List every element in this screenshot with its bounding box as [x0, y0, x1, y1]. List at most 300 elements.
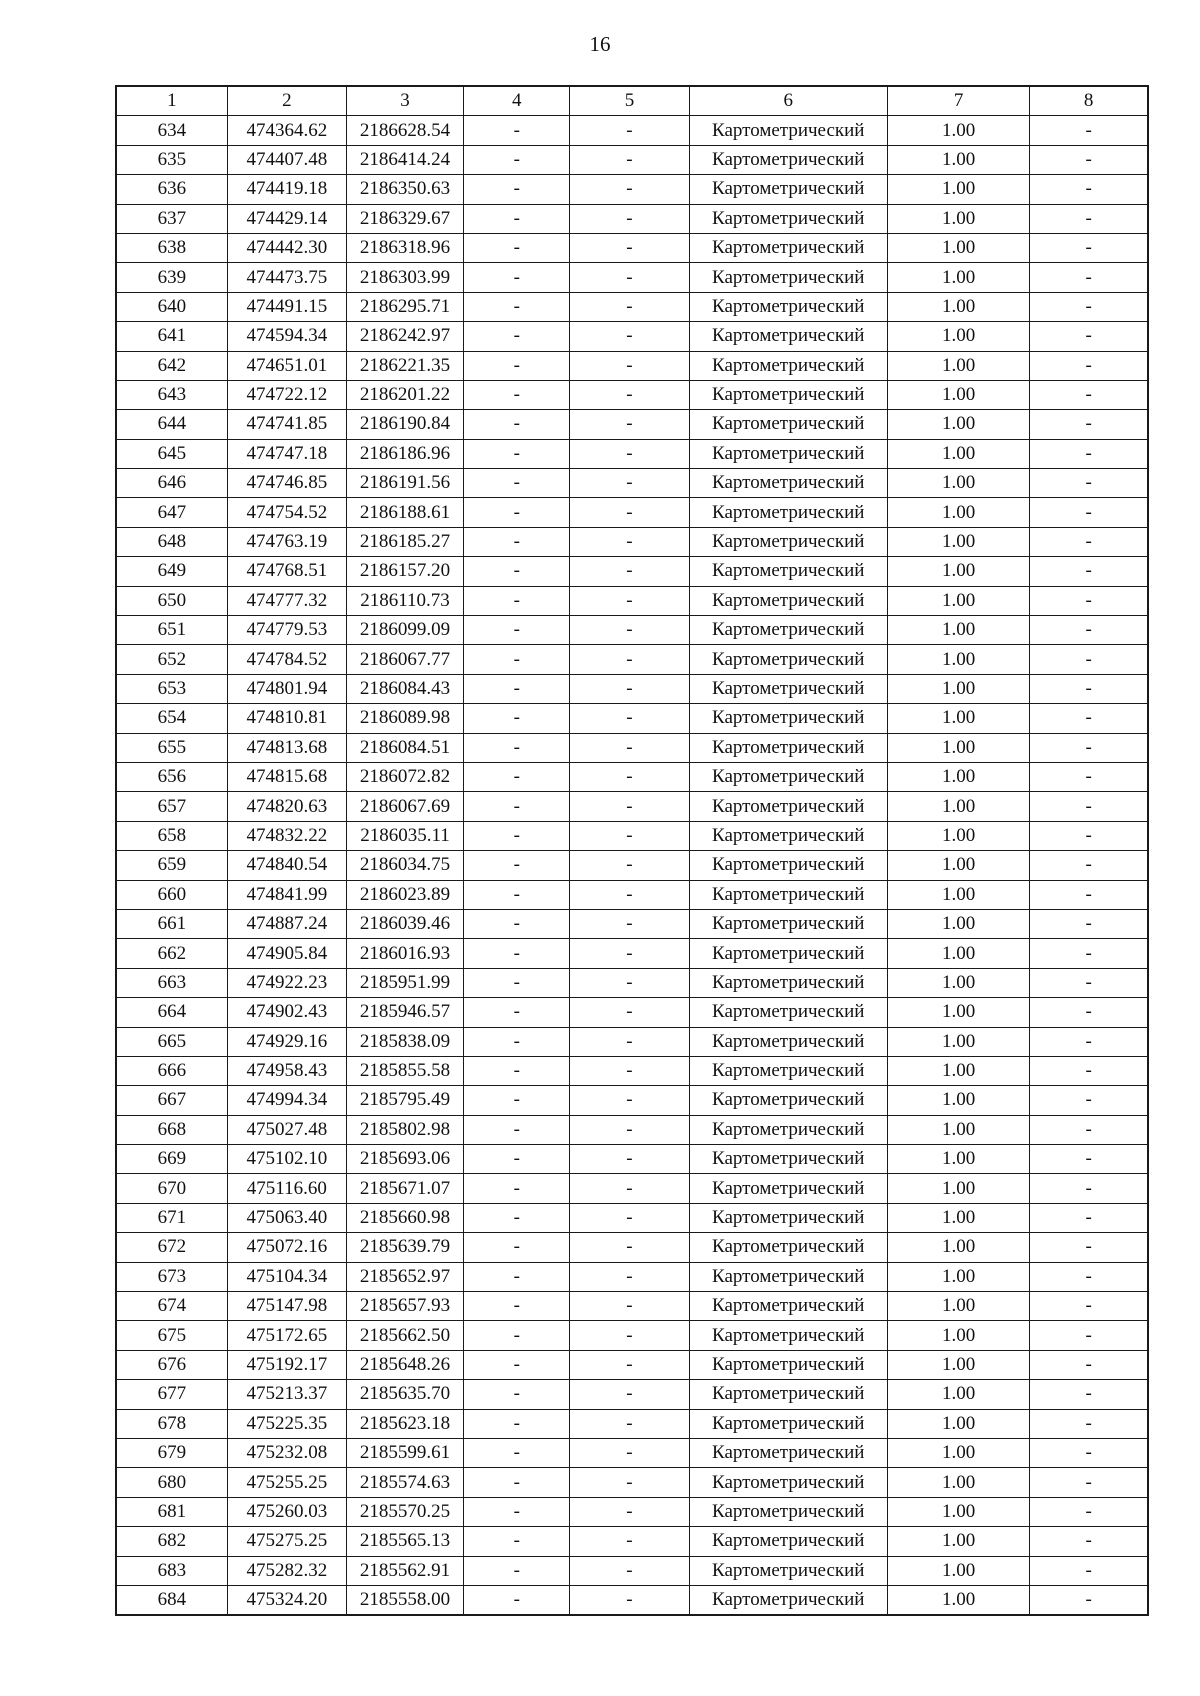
col-8-cell: -	[1030, 1409, 1148, 1438]
precision-cell: 1.00	[887, 1321, 1029, 1350]
col-y-cell: 2185648.26	[346, 1350, 463, 1379]
point-number-cell: 654	[116, 704, 227, 733]
method-cell: Картометрический	[689, 704, 887, 733]
col-x-cell: 474407.48	[227, 145, 346, 174]
point-number-cell: 671	[116, 1203, 227, 1232]
col-4-cell: -	[464, 1203, 570, 1232]
col-x-cell: 475275.25	[227, 1527, 346, 1556]
col-y-cell: 2185671.07	[346, 1174, 463, 1203]
col-8-cell: -	[1030, 851, 1148, 880]
col-4-cell: -	[464, 469, 570, 498]
point-number-cell: 646	[116, 469, 227, 498]
col-5-cell: -	[570, 410, 689, 439]
point-number-cell: 638	[116, 233, 227, 262]
col-x-cell: 474810.81	[227, 704, 346, 733]
col-8-cell: -	[1030, 380, 1148, 409]
col-y-cell: 2186084.51	[346, 733, 463, 762]
col-5-cell: -	[570, 175, 689, 204]
point-number-cell: 663	[116, 968, 227, 997]
col-4-cell: -	[464, 1527, 570, 1556]
point-number-cell: 681	[116, 1497, 227, 1526]
precision-cell: 1.00	[887, 439, 1029, 468]
col-5-cell: -	[570, 1556, 689, 1585]
method-cell: Картометрический	[689, 1027, 887, 1056]
col-4-cell: -	[464, 674, 570, 703]
col-8-cell: -	[1030, 880, 1148, 909]
col-x-cell: 474746.85	[227, 469, 346, 498]
col-5-cell: -	[570, 380, 689, 409]
col-x-cell: 474815.68	[227, 762, 346, 791]
header-cell: 3	[346, 86, 463, 116]
col-5-cell: -	[570, 1321, 689, 1350]
col-4-cell: -	[464, 527, 570, 556]
precision-cell: 1.00	[887, 145, 1029, 174]
col-y-cell: 2185795.49	[346, 1086, 463, 1115]
col-y-cell: 2186035.11	[346, 821, 463, 850]
col-x-cell: 474747.18	[227, 439, 346, 468]
precision-cell: 1.00	[887, 1174, 1029, 1203]
method-cell: Картометрический	[689, 1115, 887, 1144]
table-row	[116, 1380, 1148, 1409]
precision-cell: 1.00	[887, 498, 1029, 527]
point-number-cell: 677	[116, 1380, 227, 1409]
col-y-cell: 2186034.75	[346, 851, 463, 880]
col-5-cell: -	[570, 1380, 689, 1409]
col-8-cell: -	[1030, 1115, 1148, 1144]
point-number-cell: 641	[116, 322, 227, 351]
point-number-cell: 655	[116, 733, 227, 762]
col-4-cell: -	[464, 116, 570, 145]
method-cell: Картометрический	[689, 1233, 887, 1262]
point-number-cell: 653	[116, 674, 227, 703]
method-cell: Картометрический	[689, 469, 887, 498]
col-y-cell: 2185599.61	[346, 1438, 463, 1467]
precision-cell: 1.00	[887, 1292, 1029, 1321]
col-8-cell: -	[1030, 1233, 1148, 1262]
method-cell: Картометрический	[689, 1585, 887, 1615]
precision-cell: 1.00	[887, 322, 1029, 351]
method-cell: Картометрический	[689, 175, 887, 204]
col-5-cell: -	[570, 469, 689, 498]
col-5-cell: -	[570, 939, 689, 968]
col-x-cell: 475072.16	[227, 1233, 346, 1262]
col-x-cell: 475104.34	[227, 1262, 346, 1291]
col-4-cell: -	[464, 1174, 570, 1203]
table-header-row	[116, 86, 1148, 116]
method-cell: Картометрический	[689, 145, 887, 174]
table-row	[116, 586, 1148, 615]
col-4-cell: -	[464, 792, 570, 821]
col-x-cell: 475255.25	[227, 1468, 346, 1497]
col-y-cell: 2186067.69	[346, 792, 463, 821]
table-row	[116, 469, 1148, 498]
col-8-cell: -	[1030, 1203, 1148, 1232]
precision-cell: 1.00	[887, 1056, 1029, 1085]
col-y-cell: 2186242.97	[346, 322, 463, 351]
method-cell: Картометрический	[689, 762, 887, 791]
col-y-cell: 2185662.50	[346, 1321, 463, 1350]
header-cell: 2	[227, 86, 346, 116]
precision-cell: 1.00	[887, 1262, 1029, 1291]
method-cell: Картометрический	[689, 233, 887, 262]
point-number-cell: 642	[116, 351, 227, 380]
col-5-cell: -	[570, 498, 689, 527]
col-8-cell: -	[1030, 1585, 1148, 1615]
col-x-cell: 474419.18	[227, 175, 346, 204]
col-x-cell: 474777.32	[227, 586, 346, 615]
table-row	[116, 733, 1148, 762]
col-y-cell: 2185565.13	[346, 1527, 463, 1556]
precision-cell: 1.00	[887, 998, 1029, 1027]
table-row	[116, 1262, 1148, 1291]
col-x-cell: 474813.68	[227, 733, 346, 762]
col-5-cell: -	[570, 586, 689, 615]
col-y-cell: 2186084.43	[346, 674, 463, 703]
point-number-cell: 673	[116, 1262, 227, 1291]
col-8-cell: -	[1030, 733, 1148, 762]
col-8-cell: -	[1030, 1027, 1148, 1056]
col-5-cell: -	[570, 821, 689, 850]
col-4-cell: -	[464, 1292, 570, 1321]
method-cell: Картометрический	[689, 998, 887, 1027]
method-cell: Картометрический	[689, 1086, 887, 1115]
method-cell: Картометрический	[689, 1174, 887, 1203]
col-4-cell: -	[464, 733, 570, 762]
method-cell: Картометрический	[689, 1056, 887, 1085]
table-row	[116, 1585, 1148, 1615]
col-5-cell: -	[570, 998, 689, 1027]
col-8-cell: -	[1030, 939, 1148, 968]
col-4-cell: -	[464, 1262, 570, 1291]
coordinates-table	[115, 85, 1149, 1616]
col-y-cell: 2186191.56	[346, 469, 463, 498]
precision-cell: 1.00	[887, 674, 1029, 703]
col-x-cell: 475116.60	[227, 1174, 346, 1203]
table-row	[116, 851, 1148, 880]
point-number-cell: 636	[116, 175, 227, 204]
point-number-cell: 634	[116, 116, 227, 145]
col-x-cell: 474801.94	[227, 674, 346, 703]
point-number-cell: 674	[116, 1292, 227, 1321]
col-4-cell: -	[464, 1468, 570, 1497]
col-8-cell: -	[1030, 762, 1148, 791]
col-5-cell: -	[570, 145, 689, 174]
col-4-cell: -	[464, 1380, 570, 1409]
col-y-cell: 2186329.67	[346, 204, 463, 233]
table-row	[116, 145, 1148, 174]
precision-cell: 1.00	[887, 410, 1029, 439]
col-4-cell: -	[464, 1145, 570, 1174]
header-cell: 4	[464, 86, 570, 116]
method-cell: Картометрический	[689, 1262, 887, 1291]
header-cell: 5	[570, 86, 689, 116]
point-number-cell: 660	[116, 880, 227, 909]
col-8-cell: -	[1030, 116, 1148, 145]
method-cell: Картометрический	[689, 351, 887, 380]
col-8-cell: -	[1030, 469, 1148, 498]
table-row	[116, 1027, 1148, 1056]
method-cell: Картометрический	[689, 1145, 887, 1174]
precision-cell: 1.00	[887, 616, 1029, 645]
method-cell: Картометрический	[689, 792, 887, 821]
header-cell: 7	[887, 86, 1029, 116]
col-5-cell: -	[570, 557, 689, 586]
col-x-cell: 474958.43	[227, 1056, 346, 1085]
precision-cell: 1.00	[887, 292, 1029, 321]
table-row	[116, 1321, 1148, 1350]
col-4-cell: -	[464, 1350, 570, 1379]
col-8-cell: -	[1030, 968, 1148, 997]
table-row	[116, 410, 1148, 439]
table-row	[116, 263, 1148, 292]
col-x-cell: 474841.99	[227, 880, 346, 909]
col-8-cell: -	[1030, 645, 1148, 674]
point-number-cell: 684	[116, 1585, 227, 1615]
method-cell: Картометрический	[689, 674, 887, 703]
col-4-cell: -	[464, 1585, 570, 1615]
col-4-cell: -	[464, 939, 570, 968]
col-y-cell: 2186221.35	[346, 351, 463, 380]
point-number-cell: 640	[116, 292, 227, 321]
table-row	[116, 1468, 1148, 1497]
precision-cell: 1.00	[887, 645, 1029, 674]
col-8-cell: -	[1030, 1086, 1148, 1115]
col-y-cell: 2185693.06	[346, 1145, 463, 1174]
col-5-cell: -	[570, 263, 689, 292]
col-5-cell: -	[570, 527, 689, 556]
col-4-cell: -	[464, 292, 570, 321]
col-x-cell: 474820.63	[227, 792, 346, 821]
col-y-cell: 2185635.70	[346, 1380, 463, 1409]
point-number-cell: 635	[116, 145, 227, 174]
col-8-cell: -	[1030, 1056, 1148, 1085]
precision-cell: 1.00	[887, 821, 1029, 850]
point-number-cell: 672	[116, 1233, 227, 1262]
point-number-cell: 647	[116, 498, 227, 527]
col-8-cell: -	[1030, 527, 1148, 556]
precision-cell: 1.00	[887, 1527, 1029, 1556]
table-row	[116, 1145, 1148, 1174]
col-x-cell: 474840.54	[227, 851, 346, 880]
table-row	[116, 821, 1148, 850]
col-5-cell: -	[570, 1233, 689, 1262]
col-5-cell: -	[570, 439, 689, 468]
col-5-cell: -	[570, 1350, 689, 1379]
col-5-cell: -	[570, 909, 689, 938]
col-8-cell: -	[1030, 1556, 1148, 1585]
header-cell: 1	[116, 86, 227, 116]
col-5-cell: -	[570, 733, 689, 762]
col-8-cell: -	[1030, 909, 1148, 938]
col-8-cell: -	[1030, 586, 1148, 615]
col-8-cell: -	[1030, 410, 1148, 439]
table-row	[116, 1527, 1148, 1556]
col-4-cell: -	[464, 586, 570, 615]
table-row	[116, 880, 1148, 909]
table-row	[116, 527, 1148, 556]
method-cell: Картометрический	[689, 1527, 887, 1556]
method-cell: Картометрический	[689, 1497, 887, 1526]
col-4-cell: -	[464, 1086, 570, 1115]
point-number-cell: 649	[116, 557, 227, 586]
precision-cell: 1.00	[887, 1233, 1029, 1262]
col-8-cell: -	[1030, 557, 1148, 586]
col-y-cell: 2186414.24	[346, 145, 463, 174]
point-number-cell: 670	[116, 1174, 227, 1203]
col-5-cell: -	[570, 968, 689, 997]
point-number-cell: 679	[116, 1438, 227, 1467]
table-row	[116, 1292, 1148, 1321]
precision-cell: 1.00	[887, 1468, 1029, 1497]
point-number-cell: 683	[116, 1556, 227, 1585]
col-8-cell: -	[1030, 175, 1148, 204]
col-y-cell: 2186089.98	[346, 704, 463, 733]
col-8-cell: -	[1030, 292, 1148, 321]
point-number-cell: 658	[116, 821, 227, 850]
col-8-cell: -	[1030, 204, 1148, 233]
col-y-cell: 2185802.98	[346, 1115, 463, 1144]
col-8-cell: -	[1030, 792, 1148, 821]
col-5-cell: -	[570, 292, 689, 321]
method-cell: Картометрический	[689, 292, 887, 321]
col-y-cell: 2186157.20	[346, 557, 463, 586]
precision-cell: 1.00	[887, 733, 1029, 762]
col-y-cell: 2186185.27	[346, 527, 463, 556]
col-4-cell: -	[464, 1556, 570, 1585]
col-5-cell: -	[570, 674, 689, 703]
precision-cell: 1.00	[887, 586, 1029, 615]
precision-cell: 1.00	[887, 1350, 1029, 1379]
col-8-cell: -	[1030, 1174, 1148, 1203]
col-y-cell: 2186067.77	[346, 645, 463, 674]
col-x-cell: 475225.35	[227, 1409, 346, 1438]
col-x-cell: 475282.32	[227, 1556, 346, 1585]
method-cell: Картометрический	[689, 880, 887, 909]
precision-cell: 1.00	[887, 880, 1029, 909]
precision-cell: 1.00	[887, 557, 1029, 586]
col-4-cell: -	[464, 145, 570, 174]
table-row	[116, 1497, 1148, 1526]
col-x-cell: 474651.01	[227, 351, 346, 380]
point-number-cell: 664	[116, 998, 227, 1027]
table-row	[116, 439, 1148, 468]
point-number-cell: 637	[116, 204, 227, 233]
col-x-cell: 474473.75	[227, 263, 346, 292]
col-4-cell: -	[464, 909, 570, 938]
col-5-cell: -	[570, 1438, 689, 1467]
col-5-cell: -	[570, 1468, 689, 1497]
point-number-cell: 639	[116, 263, 227, 292]
header-cell: 8	[1030, 86, 1148, 116]
col-4-cell: -	[464, 851, 570, 880]
col-y-cell: 2186016.93	[346, 939, 463, 968]
col-4-cell: -	[464, 1409, 570, 1438]
col-4-cell: -	[464, 998, 570, 1027]
col-x-cell: 474768.51	[227, 557, 346, 586]
method-cell: Картометрический	[689, 851, 887, 880]
precision-cell: 1.00	[887, 1497, 1029, 1526]
col-y-cell: 2185838.09	[346, 1027, 463, 1056]
col-5-cell: -	[570, 616, 689, 645]
method-cell: Картометрический	[689, 909, 887, 938]
col-8-cell: -	[1030, 1292, 1148, 1321]
col-x-cell: 474491.15	[227, 292, 346, 321]
col-8-cell: -	[1030, 498, 1148, 527]
col-x-cell: 474994.34	[227, 1086, 346, 1115]
method-cell: Картометрический	[689, 1468, 887, 1497]
col-4-cell: -	[464, 175, 570, 204]
col-x-cell: 474754.52	[227, 498, 346, 527]
col-8-cell: -	[1030, 704, 1148, 733]
method-cell: Картометрический	[689, 1380, 887, 1409]
col-x-cell: 474364.62	[227, 116, 346, 145]
table-row	[116, 1203, 1148, 1232]
col-y-cell: 2186628.54	[346, 116, 463, 145]
table-row	[116, 322, 1148, 351]
col-8-cell: -	[1030, 1262, 1148, 1291]
col-5-cell: -	[570, 1027, 689, 1056]
col-y-cell: 2185657.93	[346, 1292, 463, 1321]
table-body	[116, 116, 1148, 1615]
col-5-cell: -	[570, 851, 689, 880]
col-5-cell: -	[570, 645, 689, 674]
col-5-cell: -	[570, 1527, 689, 1556]
table-row	[116, 616, 1148, 645]
method-cell: Картометрический	[689, 116, 887, 145]
col-8-cell: -	[1030, 616, 1148, 645]
point-number-cell: 668	[116, 1115, 227, 1144]
col-5-cell: -	[570, 1292, 689, 1321]
col-y-cell: 2186350.63	[346, 175, 463, 204]
col-x-cell: 474594.34	[227, 322, 346, 351]
col-4-cell: -	[464, 351, 570, 380]
precision-cell: 1.00	[887, 204, 1029, 233]
col-y-cell: 2186201.22	[346, 380, 463, 409]
col-4-cell: -	[464, 1233, 570, 1262]
point-number-cell: 661	[116, 909, 227, 938]
col-5-cell: -	[570, 1585, 689, 1615]
table-row	[116, 939, 1148, 968]
col-4-cell: -	[464, 1027, 570, 1056]
point-number-cell: 648	[116, 527, 227, 556]
precision-cell: 1.00	[887, 1409, 1029, 1438]
point-number-cell: 650	[116, 586, 227, 615]
col-4-cell: -	[464, 410, 570, 439]
method-cell: Картометрический	[689, 645, 887, 674]
method-cell: Картометрический	[689, 263, 887, 292]
col-8-cell: -	[1030, 1380, 1148, 1409]
precision-cell: 1.00	[887, 704, 1029, 733]
col-4-cell: -	[464, 233, 570, 262]
point-number-cell: 682	[116, 1527, 227, 1556]
precision-cell: 1.00	[887, 792, 1029, 821]
table-row	[116, 1056, 1148, 1085]
col-8-cell: -	[1030, 1145, 1148, 1174]
table-row	[116, 116, 1148, 145]
table-row	[116, 380, 1148, 409]
col-x-cell: 475192.17	[227, 1350, 346, 1379]
header-cell: 6	[689, 86, 887, 116]
method-cell: Картометрический	[689, 586, 887, 615]
col-5-cell: -	[570, 1262, 689, 1291]
method-cell: Картометрический	[689, 380, 887, 409]
col-x-cell: 474832.22	[227, 821, 346, 850]
precision-cell: 1.00	[887, 233, 1029, 262]
col-8-cell: -	[1030, 1438, 1148, 1467]
table-row	[116, 998, 1148, 1027]
precision-cell: 1.00	[887, 1086, 1029, 1115]
col-8-cell: -	[1030, 1468, 1148, 1497]
